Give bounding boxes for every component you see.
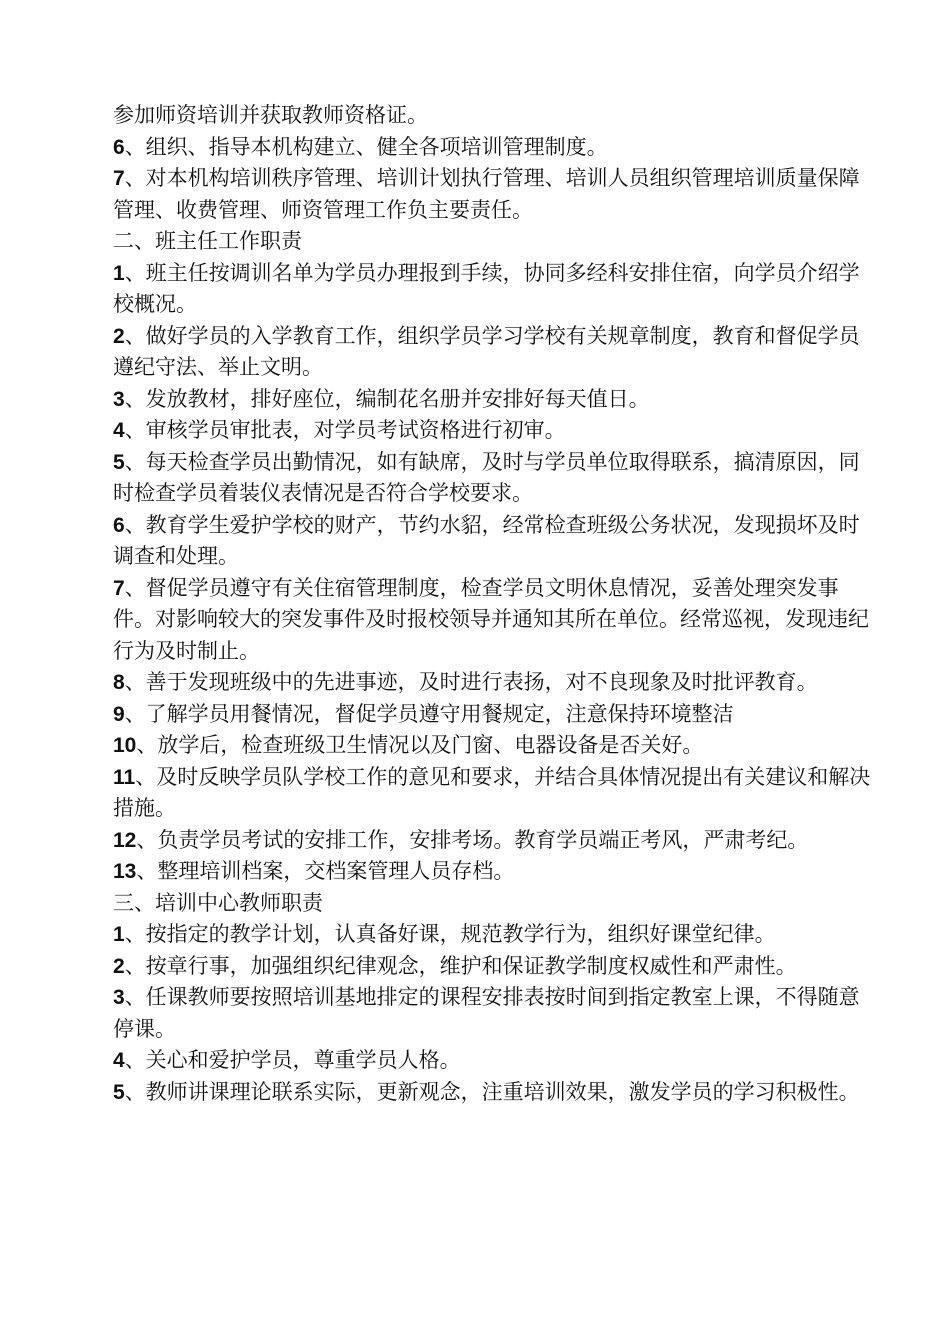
paragraph: 9、了解学员用餐情况，督促学员遵守用餐规定，注意保持环境整洁 (113, 701, 734, 726)
paragraph: 4、关心和爱护学员，尊重学员人格。 (113, 1048, 461, 1072)
paragraph: 12、负责学员考试的安排工作，安排考场。教育学员端正考风，严肃考纪。 (113, 827, 809, 852)
paragraph: 11、及时反映学员队学校工作的意见和要求，并结合具体情况提出有关建议和解决措施。 (113, 764, 871, 820)
section-heading: 三、培训中心教师职责 (113, 890, 323, 915)
document-body (113, 100, 873, 1108)
section-heading: 二、班主任工作职责 (113, 229, 302, 253)
paragraph: 2、做好学员的入学教育工作，组织学员学习学校有关规章制度，教育和督促学员遵纪守法、举止文明。 (113, 323, 860, 379)
paragraph: 参加师资培训并获取教师资格证。 (113, 103, 428, 127)
paragraph: 5、每天检查学员出勤情况，如有缺席，及时与学员单位取得联系，搞清原因，同时检查学员着装仪表情况是否符合学校要求。 (113, 449, 860, 505)
paragraph: 1、按指定的教学计划，认真备好课，规范教学行为，组织好课堂纪律。 (113, 922, 776, 946)
paragraph: 13、整理培训档案，交档案管理人员存档。 (113, 859, 515, 883)
paragraph: 3、发放教材，排好座位，编制花名册并安排好每天值日。 (113, 386, 650, 411)
paragraph: 1、班主任按调训名单为学员办理报到手续，协同多经科安排住宿，向学员介绍学校概况。 (113, 260, 860, 316)
paragraph: 2、按章行事，加强组织纪律观念，维护和保证教学制度权威性和严肃性。 (113, 953, 797, 978)
paragraph: 10、放学后，检查班级卫生情况以及门窗、电器设备是否关好。 (113, 733, 704, 757)
paragraph: 6、教育学生爱护学校的财产，节约水貂，经常检查班级公务状况，发现损坏及时调查和处理。 (113, 512, 860, 568)
paragraph: 6、组织、指导本机构建立、健全各项培训管理制度。 (113, 134, 608, 159)
paragraph: 7、对本机构培训秩序管理、培训计划执行管理、培训人员组织管理培训质量保障管理、收费管理、师资管理工作负主要责任。 (113, 166, 860, 222)
paragraph: 5、教师讲课理论联系实际，更新观念，注重培训效果，激发学员的学习积极性。 (113, 1079, 860, 1104)
paragraph: 8、善于发现班级中的先进事迹，及时进行表扬，对不良现象及时批评教育。 (113, 670, 818, 694)
paragraph: 3、任课教师要按照培训基地排定的课程安排表按时间到指定教室上课，不得随意停课。 (113, 985, 860, 1041)
paragraph: 7、督促学员遵守有关住宿管理制度，检查学员文明休息情况，妥善处理突发事件。对影响较大的突发事件及时报校领导并通知其所在单位。经常巡视，发现违纪行为及时制止。 (113, 575, 869, 663)
paragraph: 4、审核学员审批表，对学员考试资格进行初审。 (113, 418, 566, 442)
